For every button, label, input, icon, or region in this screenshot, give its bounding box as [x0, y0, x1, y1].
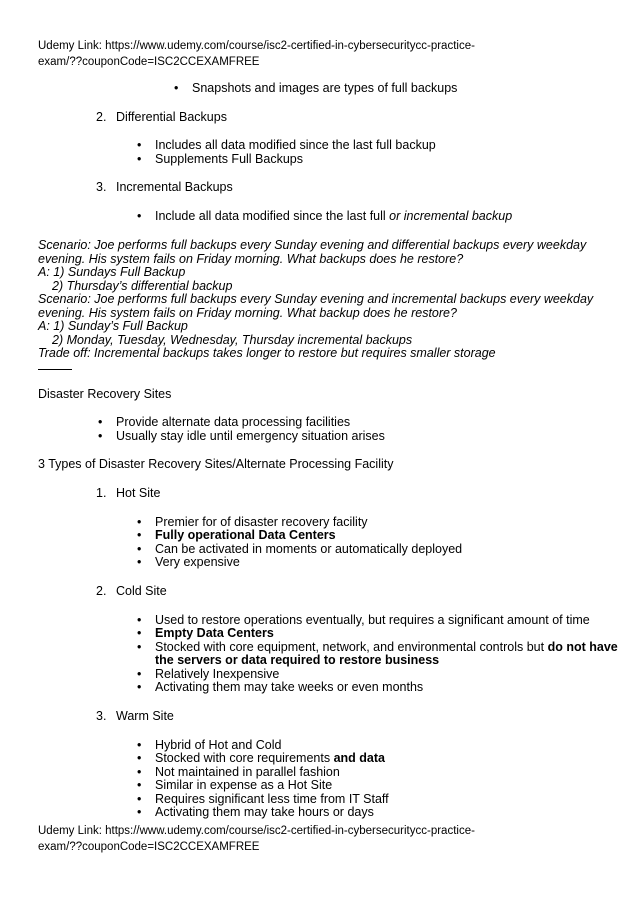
list-item-bold-text: and data: [333, 751, 385, 765]
list-item-italic-text: or incremental backup: [389, 209, 513, 223]
list-number: 3.: [96, 709, 107, 723]
warm-site-title: Warm Site: [116, 709, 174, 723]
list-item: • Provide alternate data processing facilities: [116, 415, 350, 429]
disaster-recovery-heading: Disaster Recovery Sites: [38, 387, 172, 401]
list-number: 2.: [96, 110, 107, 124]
list-item: [155, 209, 512, 223]
list-item: • Very expensive: [155, 555, 240, 569]
scenario-2-answer-2: 2) Monday, Tuesday, Wednesday, Thursday incremental backups: [52, 333, 413, 347]
list-item: • Includes all data modified since the last full backup: [155, 138, 436, 152]
footer-link-line1[interactable]: Udemy Link: https://www.udemy.com/course/isc2-certified-in-cybersecuritycc-practice-: [38, 825, 475, 837]
list-item: • Not maintained in parallel fashion: [155, 765, 340, 779]
list-item: • Activating them may take weeks or even months: [155, 680, 423, 694]
list-item-text: Stocked with core equipment, network, and environmental controls but: [155, 640, 548, 654]
list-item: • Relatively Inexpensive: [155, 667, 279, 681]
list-item: [155, 626, 274, 640]
scenario-2-line2: evening. His system fails on Friday morning. What backup does he restore?: [38, 306, 457, 320]
header-link-line1[interactable]: Udemy Link: https://www.udemy.com/course/isc2-certified-in-cybersecuritycc-practice-: [38, 40, 475, 52]
list-item-bold-text: the servers or data required to restore business: [155, 653, 440, 667]
header-link-line2[interactable]: exam/??couponCode=ISC2CCEXAMFREE: [38, 56, 260, 68]
tradeoff-note: Trade off: Incremental backups takes longer to restore but requires smaller storage: [38, 346, 496, 360]
list-item-text: Include all data modified since the last full: [155, 209, 390, 223]
list-item: • Usually stay idle until emergency situation arises: [116, 429, 385, 443]
footer-link-line2[interactable]: exam/??couponCode=ISC2CCEXAMFREE: [38, 841, 260, 853]
scenario-1-line1: Scenario: Joe performs full backups every Sunday evening and differential backups every weekday: [38, 238, 587, 252]
list-item: [155, 751, 385, 765]
list-item: • Supplements Full Backups: [155, 152, 303, 166]
list-item-continuation: [155, 653, 439, 667]
cold-site-title: Cold Site: [116, 584, 167, 598]
hot-site-title: Hot Site: [116, 486, 161, 500]
list-item: [155, 528, 336, 542]
list-number: 1.: [96, 486, 107, 500]
scenario-2-answer-1: A: 1) Sunday’s Full Backup: [38, 319, 188, 333]
list-item: • Premier for of disaster recovery facility: [155, 515, 368, 529]
list-item: • Hybrid of Hot and Cold: [155, 738, 281, 752]
list-item-text: Stocked with core requirements: [155, 751, 334, 765]
list-item: • Similar in expense as a Hot Site: [155, 778, 332, 792]
list-number: 3.: [96, 180, 107, 194]
list-item: • Requires significant less time from IT Staff: [155, 792, 389, 806]
incremental-backups-title: Incremental Backups: [116, 180, 233, 194]
list-item-bold-text: do not have: [547, 640, 618, 654]
list-item: • Snapshots and images are types of full backups: [192, 81, 457, 95]
list-item: • Used to restore operations eventually, but requires a significant amount of time: [155, 613, 590, 627]
list-item: • Can be activated in moments or automatically deployed: [155, 542, 462, 556]
recovery-site-types-heading: 3 Types of Disaster Recovery Sites/Alternate Processing Facility: [38, 457, 394, 471]
section-divider: [38, 369, 72, 370]
differential-backups-title: Differential Backups: [116, 110, 227, 124]
scenario-1-line2: evening. His system fails on Friday morning. What backups does he restore?: [38, 252, 464, 266]
list-item: • Activating them may take hours or days: [155, 805, 374, 819]
list-number: 2.: [96, 584, 107, 598]
scenario-1-answer-1: A: 1) Sundays Full Backup: [38, 265, 186, 279]
list-item-bold-text: Fully operational Data Centers: [155, 528, 336, 542]
list-item: [155, 640, 618, 654]
list-item-bold-text: Empty Data Centers: [155, 626, 274, 640]
scenario-2-line1: Scenario: Joe performs full backups every Sunday evening and incremental backups every weekday: [38, 292, 594, 306]
scenario-1-answer-2: 2) Thursday’s differential backup: [52, 279, 233, 293]
